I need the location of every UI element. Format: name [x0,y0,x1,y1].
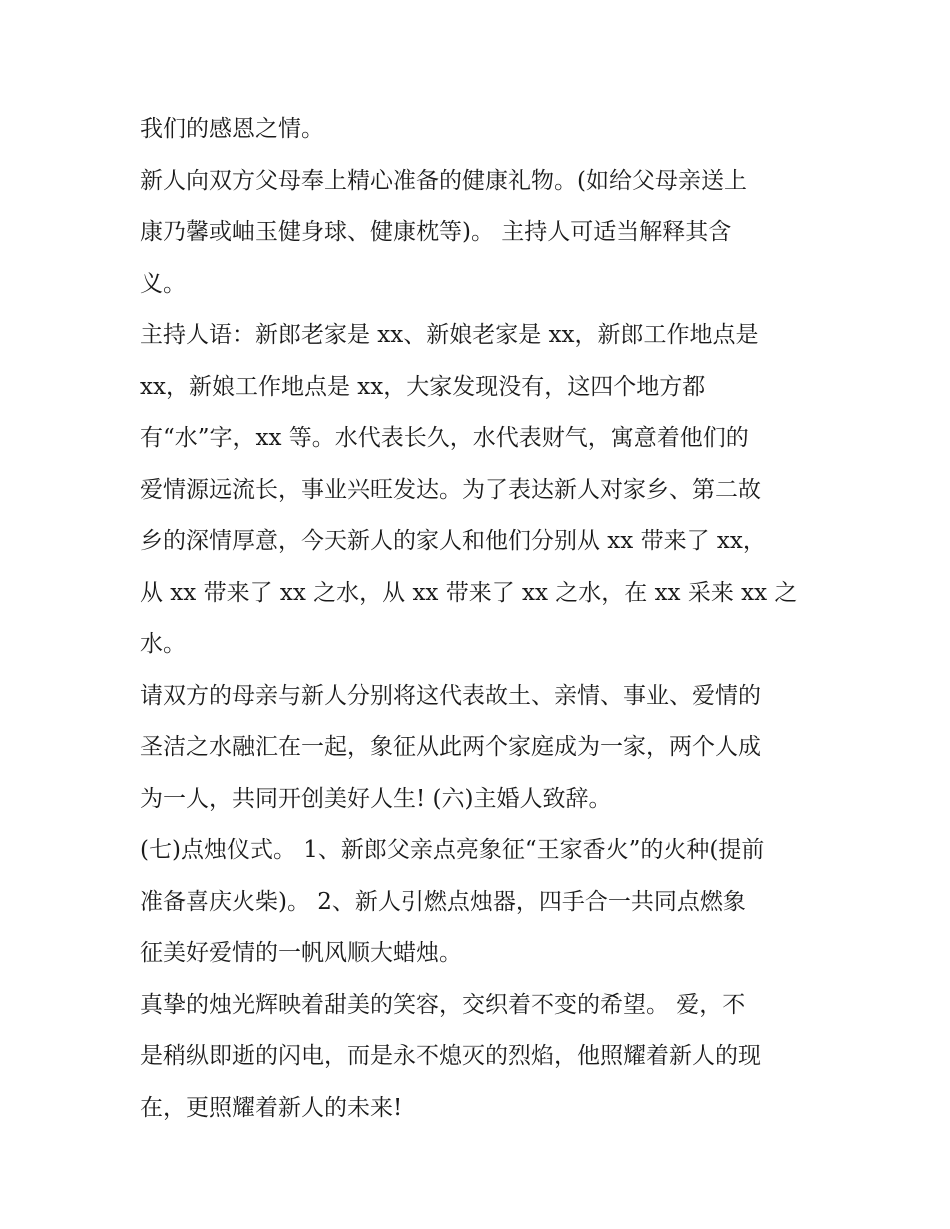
document-body [140,104,830,1134]
text-line: 请双方的母亲与新人分别将这代表故土、亲情、事业、爱情的 [140,682,761,709]
text-line: xx，新娘工作地点是 xx，大家发现没有，这四个地方都 [140,373,706,400]
text-line: 准备喜庆火柴)。 2、新人引燃点烛器，四手合一共同点燃象 [140,888,746,915]
text-line: 真挚的烛光辉映着甜美的笑容，交织着不变的希望。 爱，不 [140,991,746,1018]
text-line: 爱情源远流长，事业兴旺发达。为了表达新人对家乡、第二故 [140,476,761,503]
text-line: 水。 [140,631,186,657]
text-line: 有“水”字，xx 等。水代表长久，水代表财气，寓意着他们的 [140,425,749,451]
text-line: 在，更照耀着新人的未来! [140,1094,403,1121]
text-line: 康乃馨或岫玉健身球、健康枕等)。 主持人可适当解释其含 [140,219,732,245]
text-line: 圣洁之水融汇在一起，象征从此两个家庭成为一家，两个人成 [140,734,761,760]
text-line: 征美好爱情的一帆风顺大蜡烛。 [140,940,462,966]
text-line: 为一人，共同开创美好人生! (六)主婚人致辞。 [140,785,612,812]
text-line: 新人向双方父母奉上精心准备的健康礼物。(如给父母亲送上 [140,167,747,194]
text-line: 是稍纵即逝的闪电，而是永不熄灭的烈焰，他照耀着新人的现 [140,1043,761,1069]
text-line: 乡的深情厚意，今天新人的家人和他们分别从 xx 带来了 xx， [140,528,766,554]
text-line: 从 xx 带来了 xx 之水，从 xx 带来了 xx 之水，在 xx 采来 xx 之 [140,579,798,606]
text-line: 义。 [140,270,186,297]
text-line: 主持人语：新郎老家是 xx、新娘老家是 xx，新郎工作地点是 [140,322,759,348]
text-line: 我们的感恩之情。 [140,116,324,142]
text-line: (七)点烛仪式。 1、新郎父亲点亮象征“王家香火”的火种(提前 [140,837,765,863]
